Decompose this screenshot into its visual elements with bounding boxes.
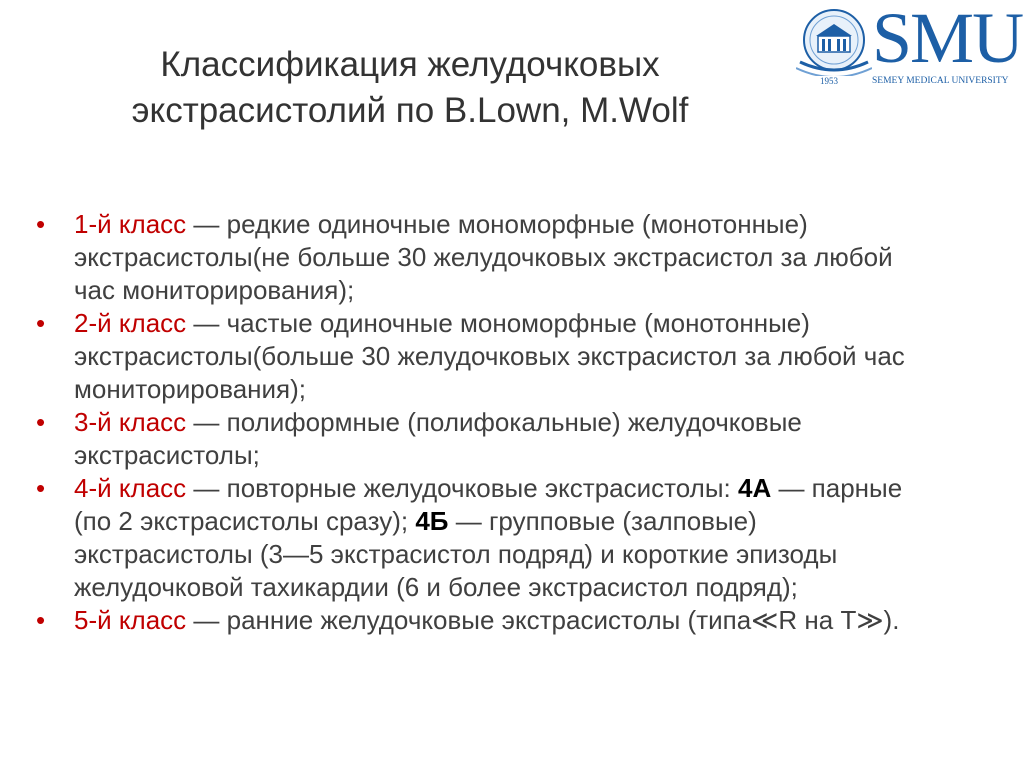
bullet-icon: • — [36, 473, 46, 503]
subclass-label: 4Б — [415, 506, 449, 536]
item-line: экстрасистолы(больше 30 желудочковых экстрасистол за любой час — [74, 341, 905, 371]
item-line — [74, 208, 996, 241]
list-item-class-5 — [36, 604, 996, 637]
item-line — [74, 604, 996, 637]
item-text: — ранние желудочковые экстрасистолы (типа≪R на T≫). — [186, 605, 900, 635]
class-label: 2-й класс — [74, 308, 187, 338]
item-text: — парные — [771, 473, 903, 503]
class-label: 4-й класс — [74, 473, 187, 503]
list-item-class-4 — [36, 472, 996, 604]
bullet-icon: • — [36, 209, 46, 239]
slide-title — [0, 42, 820, 134]
item-text: — частые одиночные мономорфные (монотонные) — [186, 308, 810, 338]
classification-list — [36, 208, 996, 637]
list-item-class-3 — [36, 406, 996, 472]
item-text: (по 2 экстрасистолы сразу); — [74, 506, 416, 536]
class-label: 1-й класс — [74, 209, 187, 239]
item-line: желудочковой тахикардии (6 и более экстрасистол подряд); — [74, 572, 798, 602]
university-logo — [790, 0, 1023, 96]
logo-year: 1953 — [820, 76, 838, 86]
item-line: мониторирования); — [74, 374, 307, 404]
bullet-icon: • — [36, 407, 46, 437]
item-line: час мониторирования); — [74, 275, 355, 305]
item-text: — повторные желудочковые экстрасистолы: — [186, 473, 738, 503]
class-label: 3-й класс — [74, 407, 187, 437]
item-text: — редкие одиночные мономорфные (монотонные) — [186, 209, 808, 239]
logo-wordmark: SMU — [872, 0, 1023, 78]
item-line — [74, 307, 996, 340]
university-emblem-icon — [796, 6, 872, 76]
class-label: 5-й класс — [74, 605, 187, 635]
item-line — [74, 505, 996, 538]
item-line: экстрасистолы (3—5 экстрасистол подряд) и короткие эпизоды — [74, 539, 838, 569]
item-line: экстрасистолы(не больше 30 желудочковых экстрасистол за любой — [74, 242, 893, 272]
item-line — [74, 472, 996, 505]
item-text: — групповые (залповые) — [448, 506, 757, 536]
list-item-class-2 — [36, 307, 996, 406]
title-line-1: Классификация желудочковых — [160, 45, 660, 84]
list-item-class-1 — [36, 208, 996, 307]
bullet-icon: • — [36, 308, 46, 338]
item-line: экстрасистолы; — [74, 440, 260, 470]
item-line — [74, 406, 996, 439]
bullet-icon: • — [36, 605, 46, 635]
logo-subtitle: SEMEY MEDICAL UNIVERSITY — [872, 76, 1009, 86]
subclass-label: 4А — [737, 473, 772, 503]
item-text: — полиформные (полифокальные) желудочковые — [186, 407, 802, 437]
title-line-2: экстрасистолий по B.Lown, M.Wolf — [131, 91, 689, 130]
